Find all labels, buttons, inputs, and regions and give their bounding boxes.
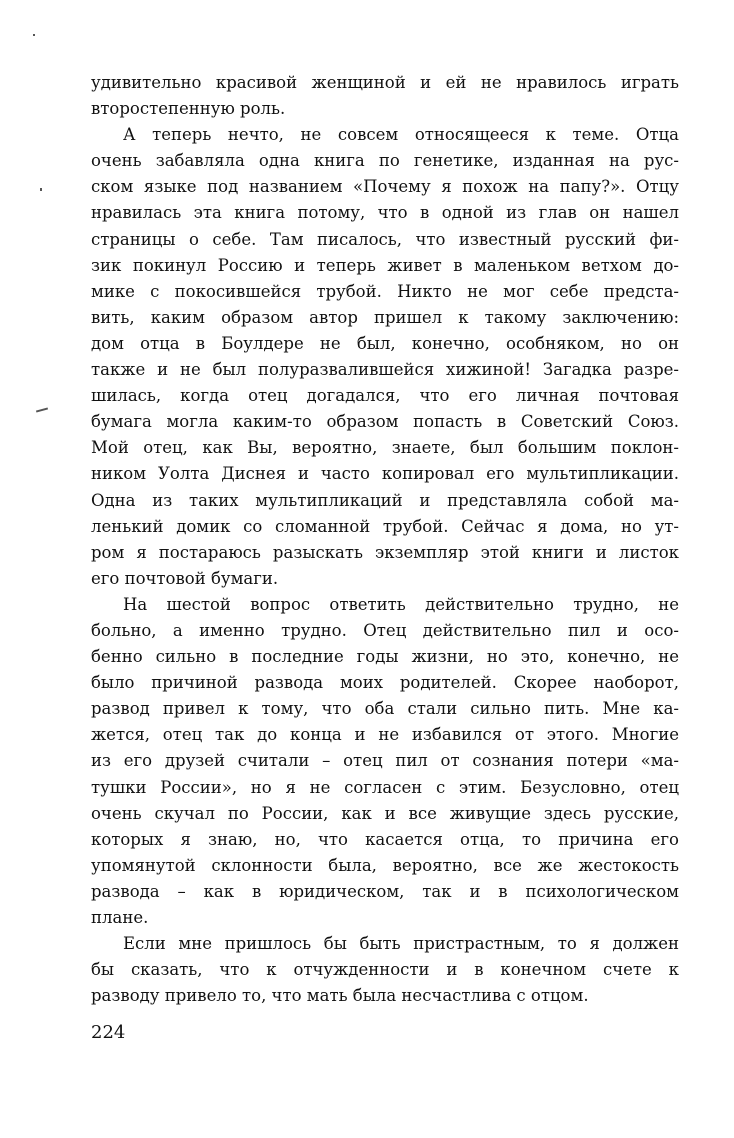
text-line: развод привел к тому, что оба стали сильно пить. Мне ка- — [91, 699, 679, 719]
text-line: которых я знаю, но, что касается отца, то причина его — [91, 829, 679, 849]
text-line: вить, каким образом автор пришел к такому заключению: — [91, 307, 679, 327]
text-line: нравилась эта книга потому, что в одной из глав он нашел — [91, 203, 679, 223]
text-line: удивительно красивой женщиной и ей не нравилось играть — [91, 73, 679, 92]
text-line: мике с покосившейся трубой. Никто не мог себе предста- — [91, 281, 679, 301]
text-line: зик покинул Россию и теперь живет в маленьком ветхом до- — [91, 255, 679, 275]
text-line: тушки России», но я не согласен с этим. Безусловно, отец — [91, 777, 679, 797]
text-line: больно, а именно трудно. Отец действительно пил и осо- — [91, 620, 679, 640]
text-line: очень скучал по России, как и все живущие здесь русские, — [91, 803, 679, 823]
text-line: Одна из таких мультипликаций и представляла собой ма- — [91, 490, 679, 510]
page-number: 224 — [91, 1022, 126, 1043]
text-line: бы сказать, что к отчужденности и в конечном счете к — [91, 960, 679, 980]
text-line: Мой отец, как Вы, вероятно, знаете, был большим поклон- — [91, 438, 679, 458]
text-line: также и не был полуразвалившейся хижиной! Загадка разре- — [91, 360, 679, 380]
text-line: разводу привело то, что мать была несчастлива с отцом. — [91, 986, 589, 1006]
paragraph — [91, 931, 679, 1009]
text-line: дом отца в Боулдере не был, конечно, особняком, но он — [91, 333, 679, 353]
page-body — [91, 70, 679, 1009]
text-line: его почтовой бумаги. — [91, 568, 279, 588]
text-line: жется, отец так до конца и не избавился от этого. Многие — [91, 725, 679, 745]
text-line: упомянутой склонности была, вероятно, все же жестокость — [91, 855, 679, 875]
text-line: очень забавляла одна книга по генетике, изданная на рус- — [91, 151, 679, 171]
text-line: На шестой вопрос ответить действительно трудно, не — [123, 594, 679, 614]
paragraph — [91, 592, 679, 931]
text-line: было причиной развода моих родителей. Скорее наоборот, — [91, 673, 679, 693]
text-line: бенно сильно в последние годы жизни, но это, конечно, не — [91, 647, 679, 667]
text-line: А теперь нечто, не совсем относящееся к теме. Отца — [123, 125, 679, 145]
scan-speck — [33, 34, 35, 36]
scan-speck — [36, 407, 48, 412]
text-line: плане. — [91, 908, 149, 927]
text-line: второстепенную роль. — [91, 99, 286, 119]
paragraph — [91, 70, 679, 122]
text-line: шилась, когда отец догадался, что его личная почтовая — [91, 386, 679, 406]
paragraph — [91, 122, 679, 592]
text-line: ником Уолта Диснея и часто копировал его мультипликации. — [91, 464, 679, 484]
text-line: ленький домик со сломанной трубой. Сейчас я дома, но ут- — [91, 516, 679, 536]
text-line: ром я постараюсь разыскать экземпляр этой книги и листок — [91, 542, 679, 562]
text-line: страницы о себе. Там писалось, что известный русский фи- — [91, 229, 679, 249]
text-line: развода – как в юридическом, так и в психологическом — [91, 881, 679, 901]
scan-speck — [40, 188, 42, 191]
text-line: из его друзей считали – отец пил от сознания потери «ма- — [91, 751, 679, 771]
text-line: бумага могла каким-то образом попасть в Советский Союз. — [91, 412, 679, 432]
text-line: ском языке под названием «Почему я похож на папу?». Отцу — [91, 177, 679, 197]
text-line: Если мне пришлось бы быть пристрастным, то я должен — [123, 934, 679, 954]
